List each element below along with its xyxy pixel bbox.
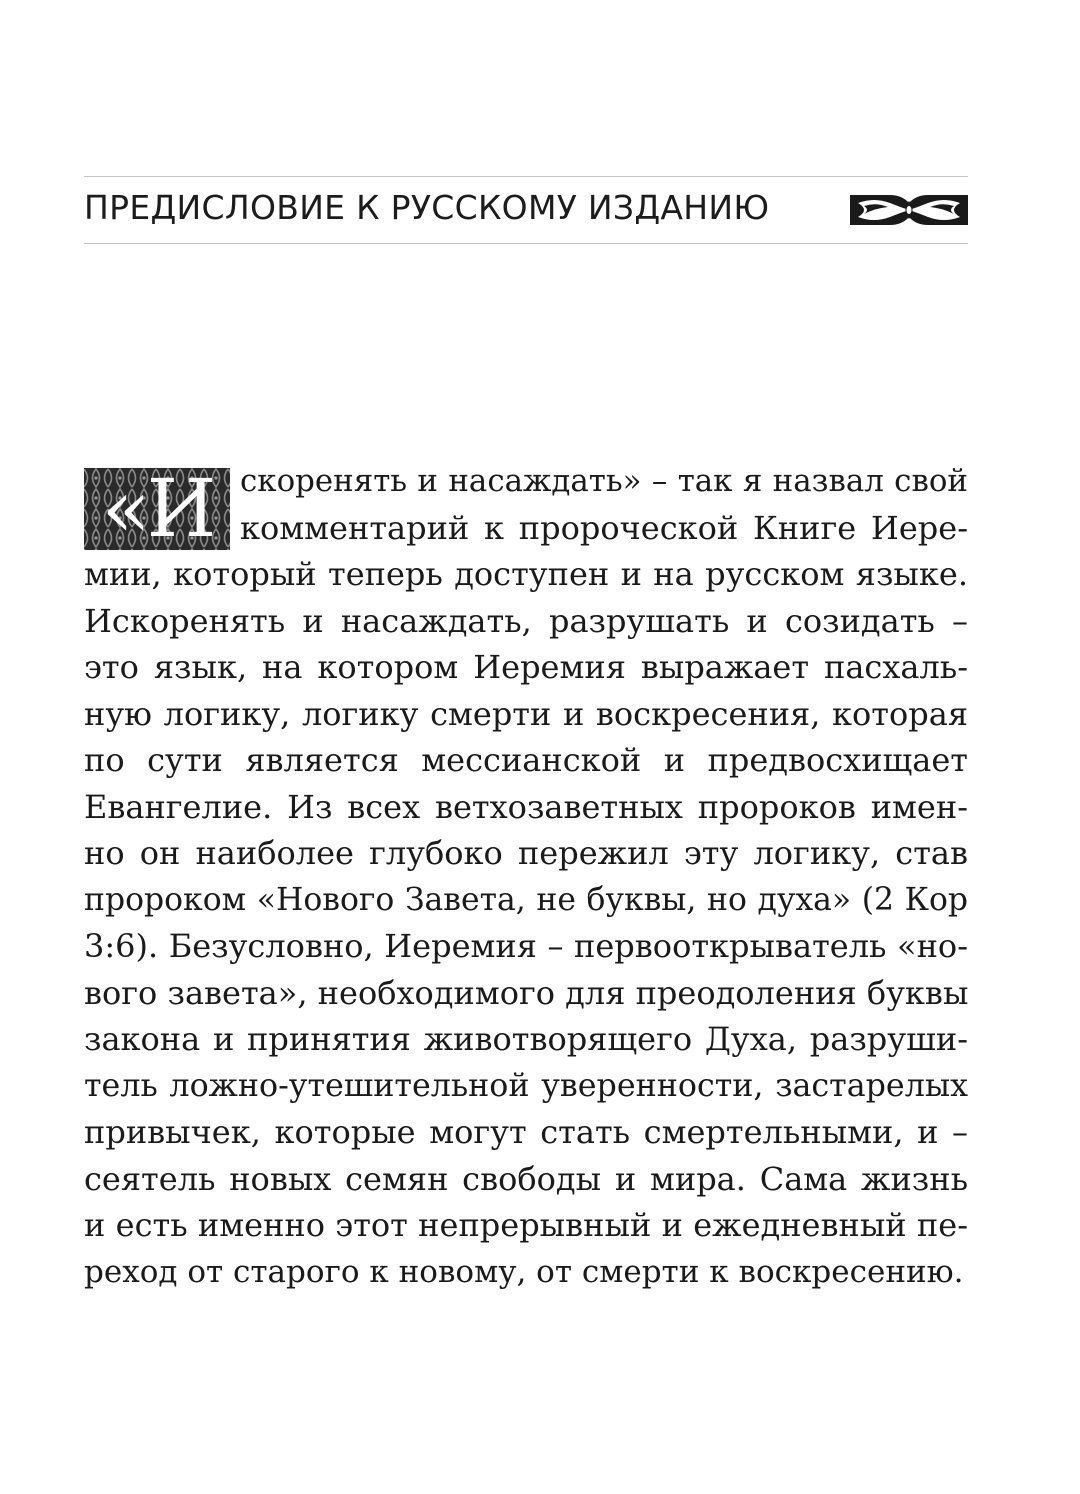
text-line: мии, который теперь доступен и на русском языке. — [84, 555, 968, 593]
text-line: это язык, на котором Иеремия выражает пасхаль- — [84, 648, 968, 686]
text-line: сеятель новых семян свободы и мира. Сама жизнь — [84, 1159, 968, 1198]
text-line: тель ложно-утешительной уверенности, застарелых — [84, 1067, 968, 1104]
section-title: ПРЕДИСЛОВИЕ К РУССКОМУ ИЗДАНИЮ — [84, 188, 770, 227]
text-line: Евангелие. Из всех ветхозаветных пророков имен- — [84, 787, 968, 826]
text-line: Искоренять и насаждать, разрушать и созидать – — [84, 601, 968, 640]
text-line: по сути является мессианской и предвосхищает — [84, 741, 968, 779]
text-line: 3:6). Безусловно, Иеремия – первооткрыватель «но- — [84, 927, 968, 965]
text-line: пророком «Нового Завета, не буквы, но духа» (2 Кор — [84, 881, 968, 918]
drop-cap-letter: «И — [101, 462, 213, 555]
text-line: вого завета», необходимого для преодоления буквы — [84, 973, 969, 1012]
ornamental-flourish-icon — [850, 191, 968, 229]
text-line: комментарий к пророческой Книге Иере- — [240, 508, 968, 547]
text-line: ную логику, логику смерти и воскресения, которая — [84, 694, 968, 733]
section-header — [84, 176, 968, 244]
text-line: скоренять и насаждать» – так я назвал свой — [240, 463, 968, 499]
text-line: привычек, которые могут стать смертельными, и – — [84, 1113, 968, 1151]
text-line: но он наиболее глубоко пережил эту логику, став — [84, 834, 968, 872]
preface-text — [84, 458, 968, 1295]
text-line: реход от старого к новому, от смерти к воскресению. — [84, 1253, 964, 1290]
drop-cap — [84, 462, 230, 555]
text-line: закона и принятия животворящего Духа, разруши- — [84, 1020, 968, 1058]
text-line: и есть именно этот непрерывный и ежедневный пе- — [84, 1206, 968, 1244]
